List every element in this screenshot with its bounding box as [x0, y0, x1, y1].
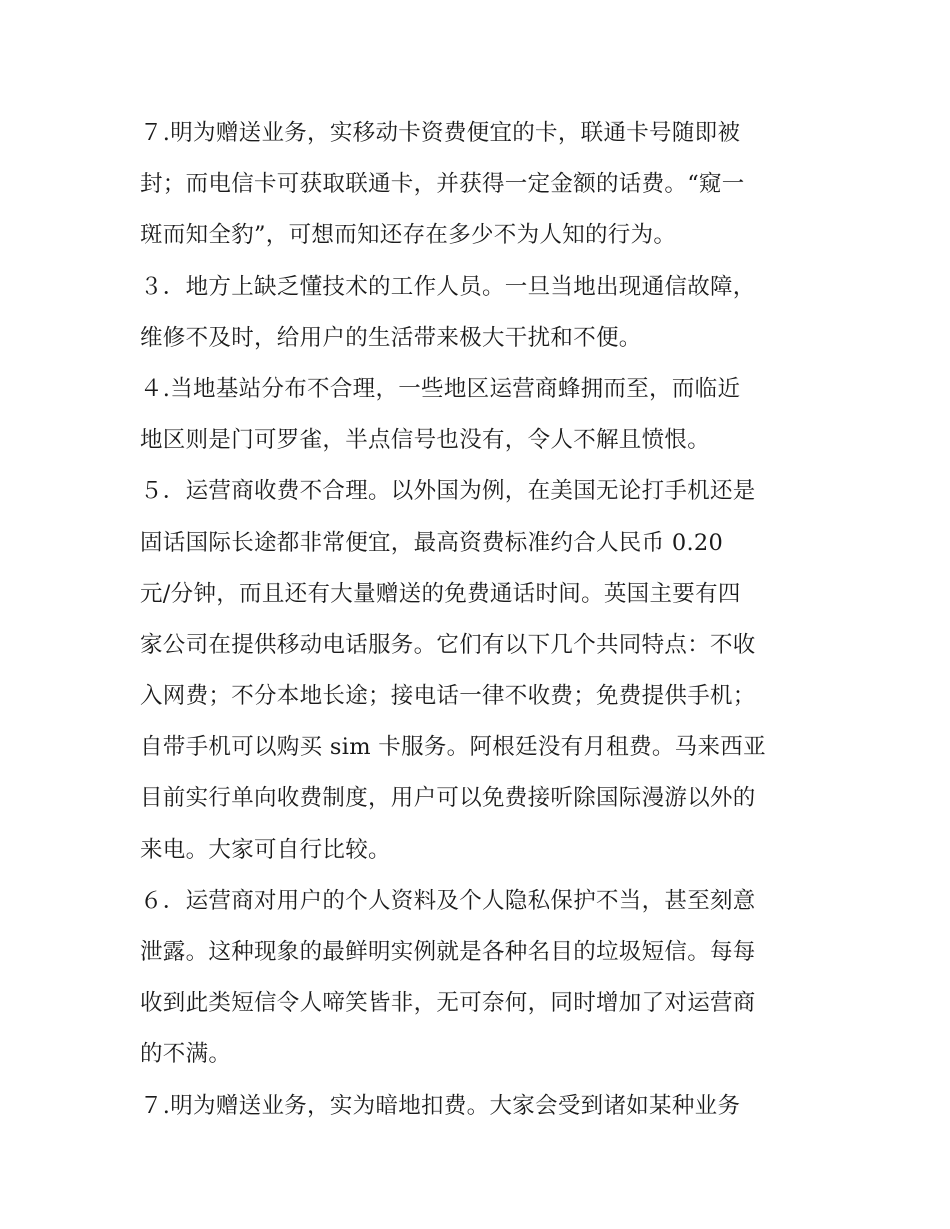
- text-line: 固话国际长途都非常便宜，最高资费标准约合人民币 0.20: [140, 529, 724, 556]
- text-line: 的不满。: [140, 1041, 232, 1068]
- text-line: ７.明为赠送业务，实为暗地扣费。大家会受到诸如某种业务: [140, 1092, 741, 1119]
- text-line: 斑而知全豹”，可想而知还存在多少不为人知的行为。: [140, 222, 677, 249]
- text-line: ６．运营商对用户的个人资料及个人隐私保护不当，甚至刻意: [140, 887, 756, 914]
- text-line: 维修不及时，给用户的生活带来极大干扰和不便。: [140, 324, 642, 351]
- text-line: ７.明为赠送业务，实移动卡资费便宜的卡，联通卡号随即被: [140, 120, 741, 146]
- text-line: ３．地方上缺乏懂技术的工作人员。一旦当地出现通信故障，: [140, 273, 756, 300]
- text-line: 入网费；不分本地长途；接电话一律不收费；免费提供手机；: [140, 683, 756, 710]
- text-line: 家公司在提供移动电话服务。它们有以下几个共同特点：不收: [140, 631, 756, 658]
- text-line: 自带手机可以购买 sim 卡服务。阿根廷没有月租费。马来西亚: [140, 734, 766, 761]
- text-line: ５．运营商收费不合理。以外国为例，在美国无论打手机还是: [140, 478, 756, 505]
- text-line: 来电。大家可自行比较。: [140, 836, 391, 863]
- text-line: 收到此类短信令人啼笑皆非，无可奈何，同时增加了对运营商: [140, 990, 756, 1017]
- text-line: ４.当地基站分布不合理，一些地区运营商蜂拥而至，而临近: [140, 375, 741, 402]
- text-line: 封；而电信卡可获取联通卡，并获得一定金额的话费。“窥一: [140, 171, 745, 198]
- document-body: [140, 108, 820, 1132]
- text-line: 元/分钟，而且还有大量赠送的免费通话时间。英国主要有四: [140, 580, 741, 607]
- text-line: 目前实行单向收费制度，用户可以免费接听除国际漫游以外的: [140, 785, 756, 812]
- text-line: 泄露。这种现象的最鲜明实例就是各种名目的垃圾短信。每每: [140, 939, 756, 965]
- text-line: 地区则是门可罗雀，半点信号也没有，令人不解且愤恨。: [140, 427, 711, 454]
